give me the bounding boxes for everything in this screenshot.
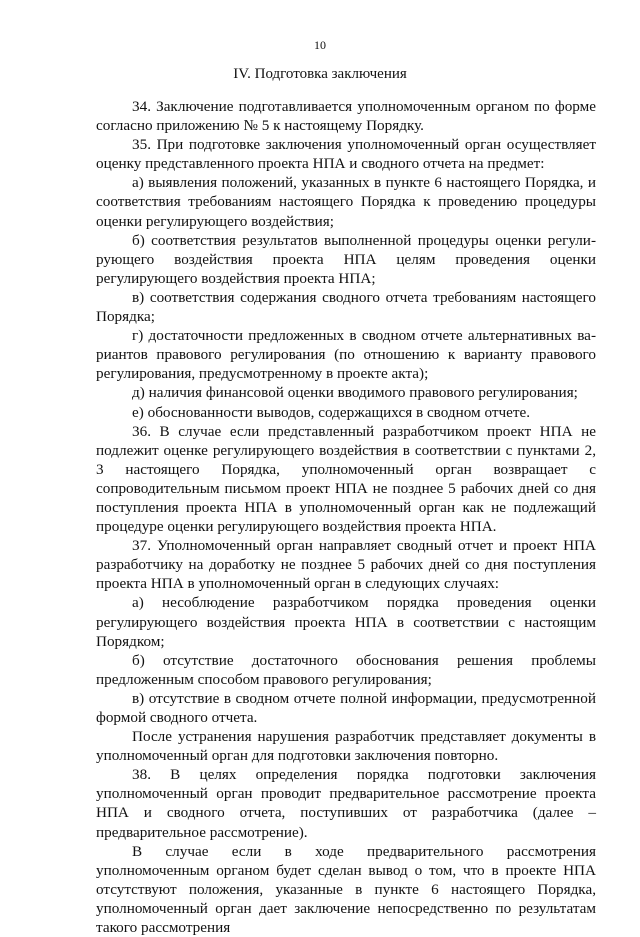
paragraph-35-a: а) выявления положений, указанных в пункте 6 настоящего Порядка, и соответствия требованиям настоящего Порядка к проведению процедуры оценки регулирующего воздействия; (96, 174, 596, 230)
page-number: 10 (314, 38, 326, 52)
paragraph-37-v: в) отсутствие в сводном отчете полной информации, предусмотренной формой сводного отчета. (96, 689, 596, 726)
section-title: IV. Подготовка заключения (233, 66, 407, 82)
paragraph-37-b: б) отсутствие достаточного обоснования решения проблемы предложенным способом правового регулирования; (96, 651, 596, 688)
paragraph-35-g: г) достаточности предложенных в сводном отчете альтернативных вариантов правового регулирования (по отношению к варианту правового регулирования, предусмотренному в проекте акта); (96, 327, 596, 383)
paragraph-37-a: а) несоблюдение разработчиком порядка проведения оценки регулирующего воздействия проекта НПА в соответствии с настоящим Порядком; (96, 594, 596, 650)
paragraph-35: 35. При подготовке заключения уполномоченный орган осуществляет оценку представленного проекта НПА и сводного отчета на предмет: (96, 136, 596, 173)
paragraph-38-cont: В случае если в ходе предварительного рассмотрения уполномоченным органом будет сделан вывод о том, что в проекте НПА отсутствуют положения, указанные в пункте 6 настоящего Порядка, уполномоченный орган дает заключение непосредственно по результатам такого рассмотрения (96, 842, 596, 937)
paragraph-35-d: д) наличия финансовой оценки вводимого правового регулирования; (132, 384, 578, 402)
paragraph-35-v: в) соответствия содержания сводного отчета требованиям настоящего Порядка; (96, 288, 596, 326)
paragraph-37: 37. Уполномоченный орган направляет сводный отчет и проект НПА разработчику на доработку не позднее 5 рабочих дней со дня поступления проекта НПА в уполномоченный орган в следующих случаях: (96, 537, 596, 593)
document-body (96, 97, 596, 937)
paragraph-36: 36. В случае если представленный разработчиком проект НПА не подлежит оценке регулирующего воздействия в соответствии с пунктами 2, 3 настоящего Порядка, уполномоченный орган возвращает с сопроводительным письмом проект НПА не позднее 5 рабочих дней со дня поступления проекта НПА в уполномоченный орган как не подлежащий процедуре оценки регулирующего воздействия проекта НПА. (96, 422, 596, 536)
paragraph-35-b: б) соответствия результатов выполненной процедуры оценки регулирующего воздействия проекта НПА целям проведения оценки регулирующего воздействия проекта НПА; (96, 231, 596, 287)
paragraph-34: 34. Заключение подготавливается уполномоченным органом по форме согласно приложению № 5 к настоящему Порядку. (96, 98, 596, 135)
paragraph-38: 38. В целях определения порядка подготовки заключения уполномоченный орган проводит предварительное рассмотрение проекта НПА и сводного отчета, поступивших от разработчика (далее – предварительное рассмотрение). (96, 766, 596, 841)
paragraph-37-after: После устранения нарушения разработчик представляет документы в уполномоченный орган для подготовки заключения повторно. (96, 728, 596, 765)
paragraph-35-e: е) обоснованности выводов, содержащихся в сводном отчете. (132, 403, 531, 421)
